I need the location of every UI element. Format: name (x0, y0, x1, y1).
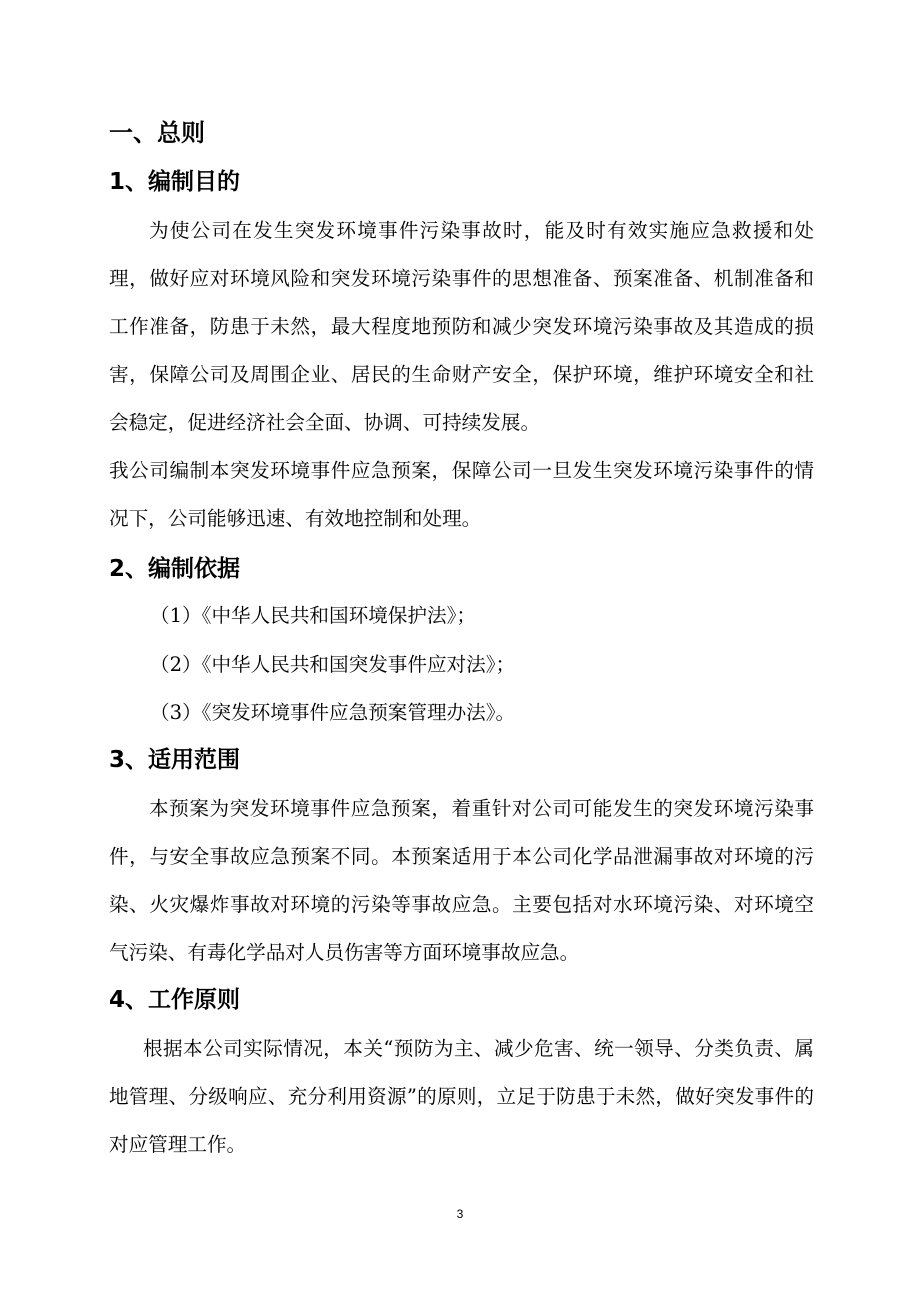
reference-item: （3）《突发环境事件应急预案管理办法》。 (150, 701, 516, 724)
section-heading-basis: 2、编制依据 (109, 556, 241, 582)
scope-paragraph: 本预案为突发环境事件应急预案，着重针对公司可能发生的突发环境污染事件，与安全事故应急预案不同。本预案适用于本公司化学品泄漏事故对环境的污染、火灾爆炸事故对环境的污染等事故应急。主要包括对水环境污染、对环境空气污染、有毒化学品对人员伤害等方面环境事故应急。 (109, 797, 814, 964)
page-number: 3 (456, 1207, 464, 1221)
purpose-paragraph-continued: 我公司编制本突发环境事件应急预案，保障公司一旦发生突发环境污染事件的情况下，公司能够迅速、有效地控制和处理。 (109, 459, 814, 530)
reference-item: （2）《中华人民共和国突发事件应对法》； (150, 653, 516, 676)
purpose-paragraph: 为使公司在发生突发环境事件污染事故时，能及时有效实施应急救援和处理，做好应对环境风险和突发环境污染事件的思想准备、预案准备、机制准备和工作准备，防患于未然，最大程度地预防和减少突发环境污染事故及其造成的损害，保障公司及周围企业、居民的生命财产安全，保护环境，维护环境安全和社会稳定，促进经济社会全面、协调、可持续发展。 (109, 219, 814, 434)
section-heading-purpose: 1、编制目的 (109, 169, 241, 195)
section-heading-principles: 4、工作原则 (109, 987, 241, 1013)
principles-paragraph: 根据本公司实际情况，本关“预防为主、减少危害、统一领导、分类负责、属地管理、分级响应、充分利用资源”的原则，立足于防患于未然，做好突发事件的对应管理工作。 (109, 1037, 814, 1156)
chapter-heading: 一、总则 (109, 119, 205, 147)
section-heading-scope: 3、适用范围 (109, 747, 241, 773)
reference-item: （1）《中华人民共和国环境保护法》； (150, 604, 476, 627)
